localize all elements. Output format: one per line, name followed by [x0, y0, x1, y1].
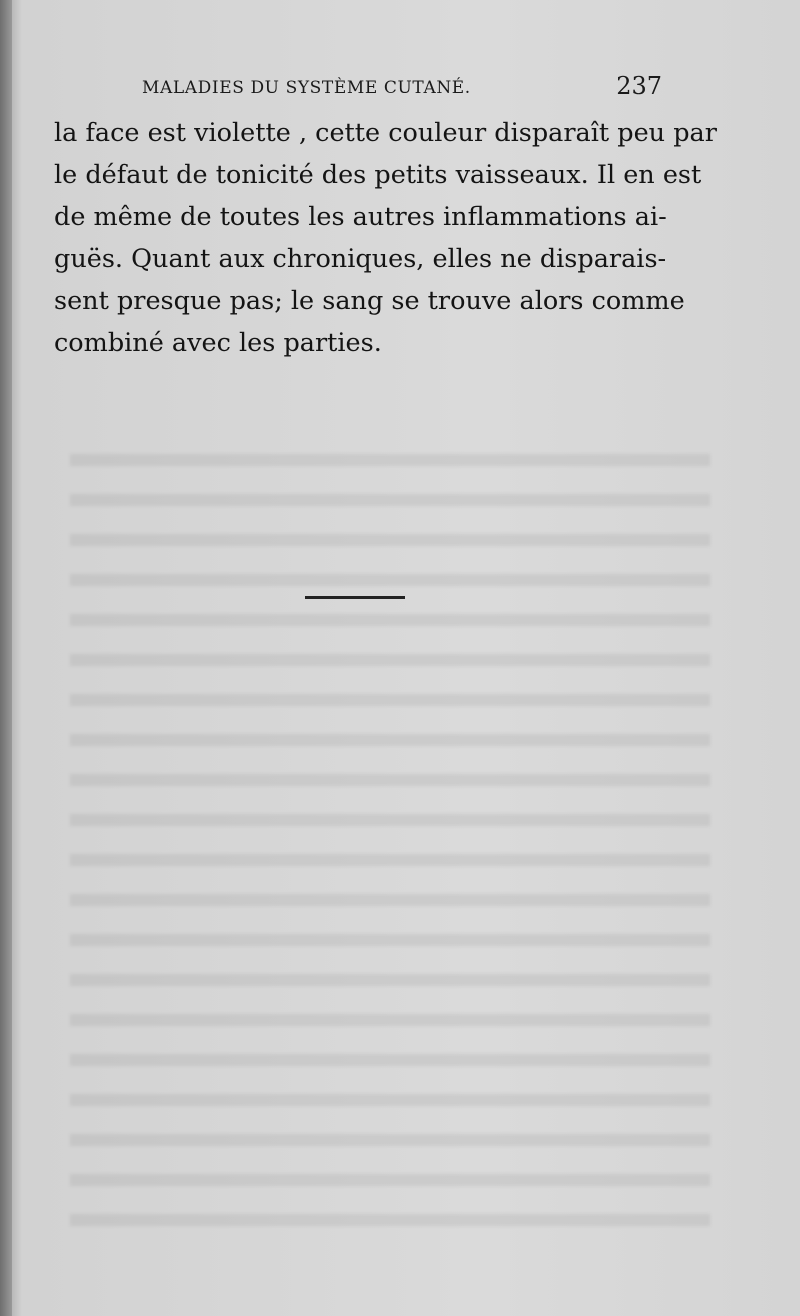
text-line: la face est violette , cette couleur disparaît peu par — [54, 118, 717, 148]
text-line: sent presque pas; le sang se trouve alors comme — [54, 286, 685, 316]
section-divider — [305, 596, 405, 599]
text-line: combiné avec les parties. — [54, 328, 382, 358]
page-header — [142, 72, 662, 102]
running-title: MALADIES DU SYSTÈME CUTANÉ. — [142, 78, 471, 98]
text-line: le défaut de tonicité des petits vaisseaux. Il en est — [54, 160, 702, 190]
show-through-text — [70, 440, 710, 1240]
page-number: 237 — [616, 72, 662, 100]
text-line: de même de toutes les autres inflammations ai- — [54, 202, 667, 232]
text-line: guës. Quant aux chroniques, elles ne disparais- — [54, 244, 667, 274]
body-paragraph — [54, 112, 717, 364]
